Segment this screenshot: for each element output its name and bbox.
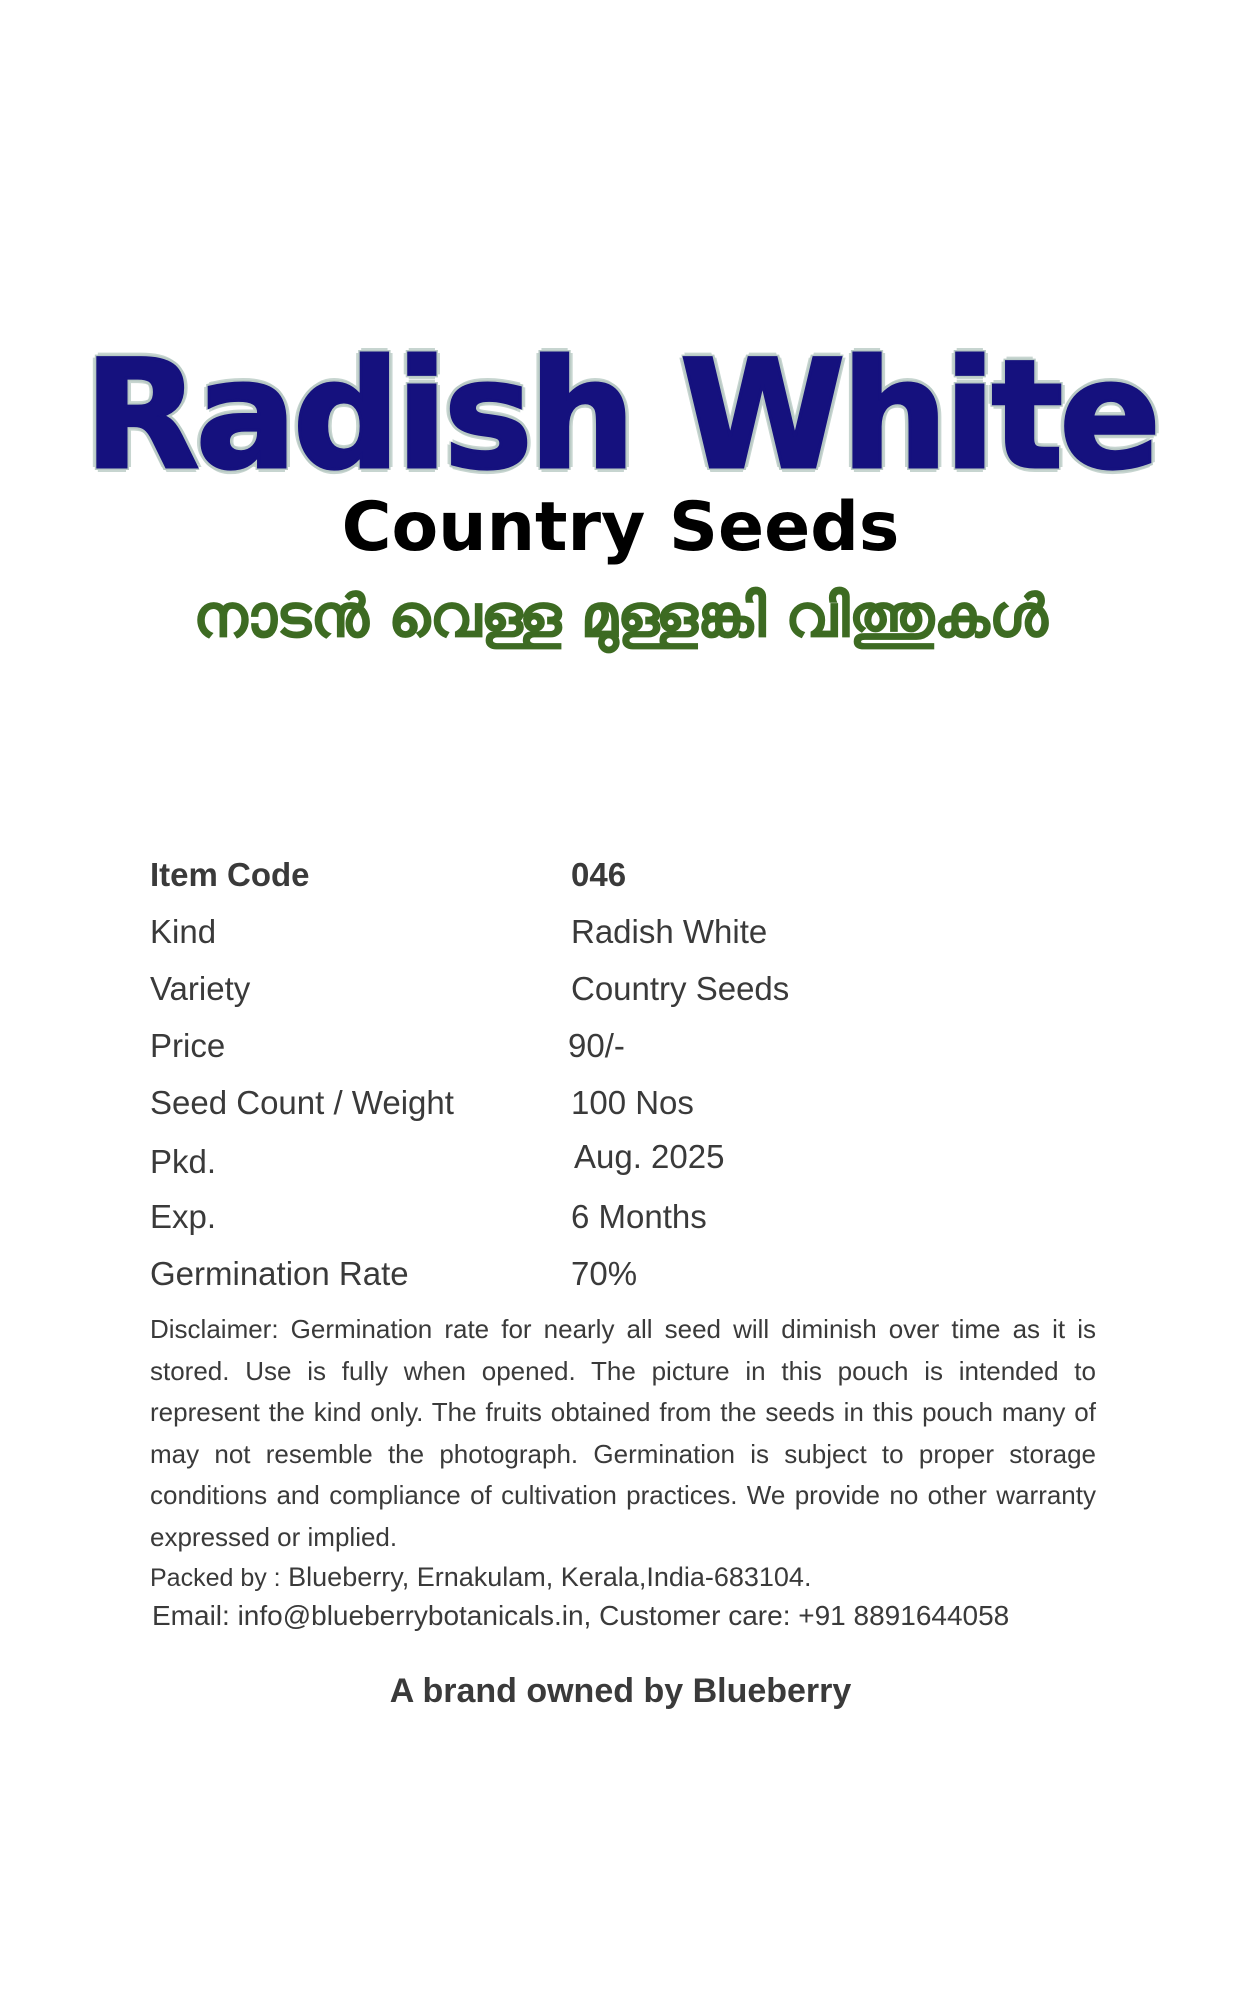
spec-value: 70% [571, 1255, 638, 1292]
spec-label: Seed Count / Weight [150, 1084, 454, 1121]
spec-label: Price [150, 1027, 226, 1064]
spec-value: 100 Nos [571, 1084, 694, 1121]
spec-label: Kind [150, 913, 217, 950]
spec-table [150, 846, 1110, 1302]
product-title: Radish White [84, 329, 1157, 503]
spec-row-kind [150, 903, 1110, 960]
spec-label: Variety [150, 970, 251, 1007]
spec-label: Exp. [150, 1198, 217, 1235]
spec-value: 90/- [568, 1027, 625, 1064]
brand-line: A brand owned by Blueberry [389, 1672, 852, 1710]
spec-row-variety [150, 960, 1110, 1017]
spec-row-expiry [150, 1188, 1110, 1245]
spec-value: Country Seeds [571, 970, 790, 1007]
packed-by-value: Blueberry, Ernakulam, Kerala,India-683104. [288, 1562, 812, 1592]
packed-by [150, 1558, 1130, 1597]
spec-value: 6 Months [571, 1198, 707, 1235]
packed-by-label: Packed by : [150, 1564, 281, 1592]
spec-row-price [150, 1017, 1110, 1074]
disclaimer-text: Disclaimer: Germination rate for nearly all seed will diminish over time as it is stored. Use is fully when opened. The picture in this pouch is intended to represent the kind only. The fruits obtained from the seeds in this pouch many of may not resemble the photograph. Germination is subject to proper storage conditions and compliance of cultivation practices. We provide no other warranty expressed or implied. [150, 1314, 1096, 1552]
product-subtitle: Country Seeds [341, 488, 900, 567]
contact-info: Email: info@blueberrybotanicals.in, Customer care: +91 8891644058 [152, 1600, 1010, 1631]
spec-value: Radish White [571, 913, 768, 950]
spec-value: Aug. 2025 [574, 1138, 725, 1175]
spec-row-germination [150, 1245, 1110, 1302]
product-title-malayalam: നാടൻ വെള്ള മുള്ളങ്കി വിത്തുകൾ [193, 582, 1048, 650]
spec-row-item-code [150, 846, 1110, 903]
spec-label: Item Code [150, 856, 310, 893]
spec-row-seed-count [150, 1074, 1110, 1131]
spec-value: 046 [571, 856, 627, 893]
spec-label: Germination Rate [150, 1255, 409, 1292]
spec-row-packed-date [150, 1131, 1110, 1188]
spec-label: Pkd. [150, 1143, 217, 1180]
